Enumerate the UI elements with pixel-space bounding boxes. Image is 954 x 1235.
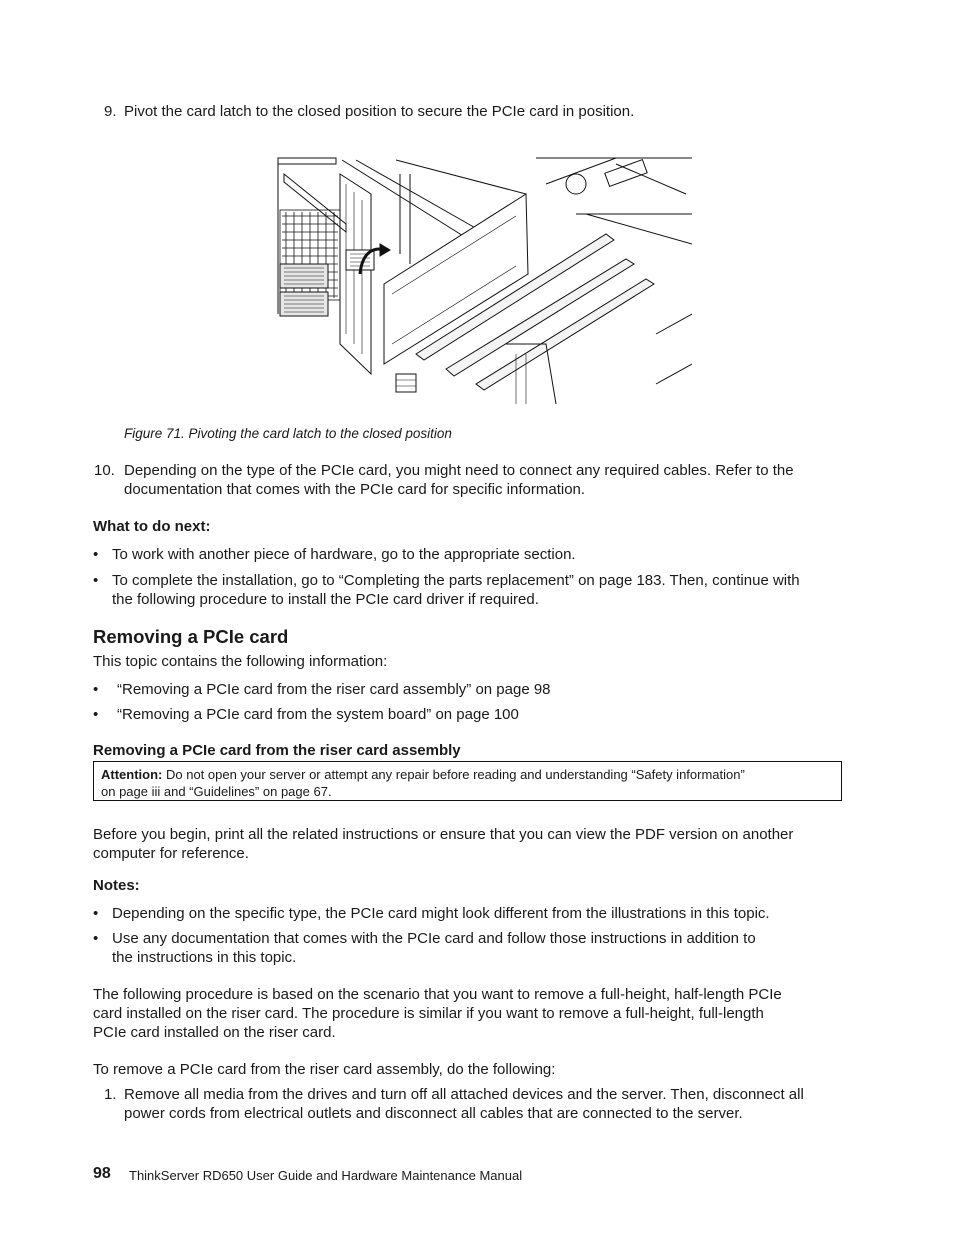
step-number: 10. [94,462,115,479]
step-text-line: Remove all media from the drives and turn off all attached devices and the server. Then, disconnect all [124,1086,804,1103]
paragraph-line: card installed on the riser card. The procedure is similar if you want to remove a full-height, full-length [93,1005,764,1022]
step-text-line: documentation that comes with the PCIe card for specific information. [124,481,586,498]
attention-line: on page iii and “Guidelines” on page 67. [101,784,332,799]
step-text-line: power cords from electrical outlets and disconnect all cables that are connected to the server. [124,1105,743,1122]
bullet-icon: • [93,706,99,723]
notes-heading: Notes: [93,877,140,894]
bullet-icon: • [93,930,99,947]
figure-caption: Figure 71. Pivoting the card latch to the closed position [124,426,452,441]
list-item: the following procedure to install the PCIe card driver if required. [112,591,539,608]
bullet-icon: • [93,681,99,698]
bullet-icon: • [93,546,99,563]
paragraph-line: Before you begin, print all the related instructions or ensure that you can view the PDF version on another [93,826,794,843]
paragraph-line: The following procedure is based on the scenario that you want to remove a full-height, half-length PCIe [93,986,782,1003]
step-text-line: Depending on the type of the PCIe card, you might need to connect any required cables. Refer to the [124,462,794,479]
bullet-icon: • [93,572,99,589]
section-intro: This topic contains the following information: [93,653,388,670]
list-item: Use any documentation that comes with the PCIe card and follow those instructions in addition to [112,930,756,947]
topic-link[interactable]: “Removing a PCIe card from the system board” on page 100 [117,706,519,723]
list-item: To complete the installation, go to “Completing the parts replacement” on page 183. Then, continue with [112,572,800,589]
page-number: 98 [93,1165,111,1182]
list-item: To work with another piece of hardware, go to the appropriate section. [112,546,576,563]
list-item: the instructions in this topic. [112,949,297,966]
paragraph-line: computer for reference. [93,845,249,862]
attention-label: Attention: [101,767,163,782]
paragraph-line: PCIe card installed on the riser card. [93,1024,336,1041]
step-text: Pivot the card latch to the closed position to secure the PCIe card in position. [124,103,635,120]
attention-text [101,766,831,800]
bullet-icon: • [93,905,99,922]
list-item: Depending on the specific type, the PCIe card might look different from the illustrations in this topic. [112,905,770,922]
next-heading: What to do next: [93,518,211,535]
attention-line: Do not open your server or attempt any repair before reading and understanding “Safety information” [162,767,745,782]
step-number: 9. [104,103,117,120]
topic-link[interactable]: “Removing a PCIe card from the riser card assembly” on page 98 [117,681,551,698]
section-heading: Removing a PCIe card [93,626,289,647]
document-title: ThinkServer RD650 User Guide and Hardware Maintenance Manual [129,1168,523,1183]
attention-notice [93,761,842,801]
procedure-intro: To remove a PCIe card from the riser card assembly, do the following: [93,1061,556,1078]
step-number: 1. [104,1086,117,1103]
subsection-heading: Removing a PCIe card from the riser card assembly [93,742,461,759]
pcie-card-latch-illustration [276,154,692,404]
